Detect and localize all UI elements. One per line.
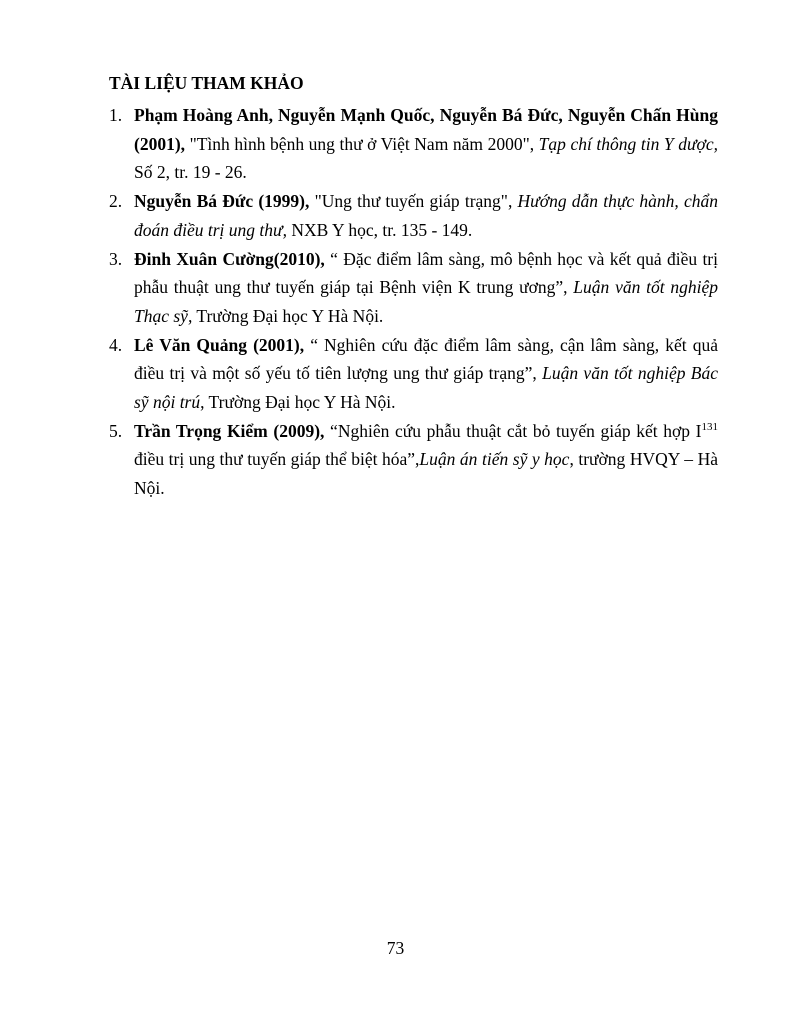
reference-source: Hướng dẫn thực hành, chẩn đoán điều trị ung thư, — [134, 191, 718, 240]
reference-number: 4. — [109, 334, 123, 355]
reference-authors: Trần Trọng Kiểm (2009), — [134, 420, 325, 441]
reference-authors: Nguyễn Bá Đức (1999), — [134, 191, 310, 212]
reference-source: Luận văn tốt nghiệp Bác sỹ nội trú — [134, 363, 719, 413]
reference-details: Trường Đại học Y Hà Nội. — [192, 305, 384, 326]
page-number: 73 — [386, 938, 405, 958]
reference-title: “ Nghiên cứu đặc điểm lâm sàng, cận lâm sàng, kết quả điều trị và một số yếu tố tiên lượng ung thư giáp trạng”, — [134, 334, 718, 384]
reference-item-3 — [109, 245, 718, 331]
reference-source: Tạp chí thông tin Y dược, — [538, 133, 718, 154]
reference-details: NXB Y học, tr. 135 - 149. — [286, 219, 473, 240]
reference-superscript: 131 — [701, 420, 718, 433]
reference-title: "Tình hình bệnh ung thư ở Việt Nam năm 2000", — [185, 133, 539, 154]
reference-details: , Trường Đại học Y Hà Nội. — [200, 392, 396, 413]
reference-item-1 — [109, 101, 718, 187]
reference-authors: Phạm Hoàng Anh, Nguyễn Mạnh Quốc, Nguyễn Bá Đức, Nguyễn Chấn Hùng (2001), — [134, 105, 718, 154]
reference-item-4 — [109, 331, 718, 417]
reference-authors: Đinh Xuân Cường(2010), — [134, 248, 325, 269]
reference-title: “Nghiên cứu phẫu thuật cắt bỏ tuyến giáp kết hợp I — [324, 420, 702, 441]
reference-title: "Ung thư tuyến giáp trạng", — [309, 191, 518, 212]
references-list — [109, 101, 718, 503]
reference-details: , trường HVQY – Hà Nội. — [134, 449, 718, 499]
reference-title: “ Đặc điểm lâm sàng, mô bệnh học và kết quả điều trị phẫu thuật ung thư tuyến giáp tại Bệnh viện K trung ương”, — [134, 248, 718, 298]
reference-number: 2. — [109, 191, 123, 212]
reference-number: 3. — [109, 248, 123, 269]
reference-item-5 — [109, 417, 718, 503]
references-heading: TÀI LIỆU THAM KHẢO — [109, 73, 304, 93]
reference-item-2 — [109, 187, 718, 244]
reference-title-continued: điều trị ung thư tuyến giáp thể biệt hóa”, — [134, 449, 420, 470]
reference-authors: Lê Văn Quảng (2001), — [134, 334, 305, 355]
reference-source: Luận án tiến sỹ y học — [419, 449, 570, 470]
reference-number: 5. — [109, 420, 123, 441]
reference-number: 1. — [109, 105, 123, 125]
reference-source: Luận văn tốt nghiệp Thạc sỹ, — [134, 277, 719, 326]
reference-details: Số 2, tr. 19 - 26. — [134, 162, 247, 183]
